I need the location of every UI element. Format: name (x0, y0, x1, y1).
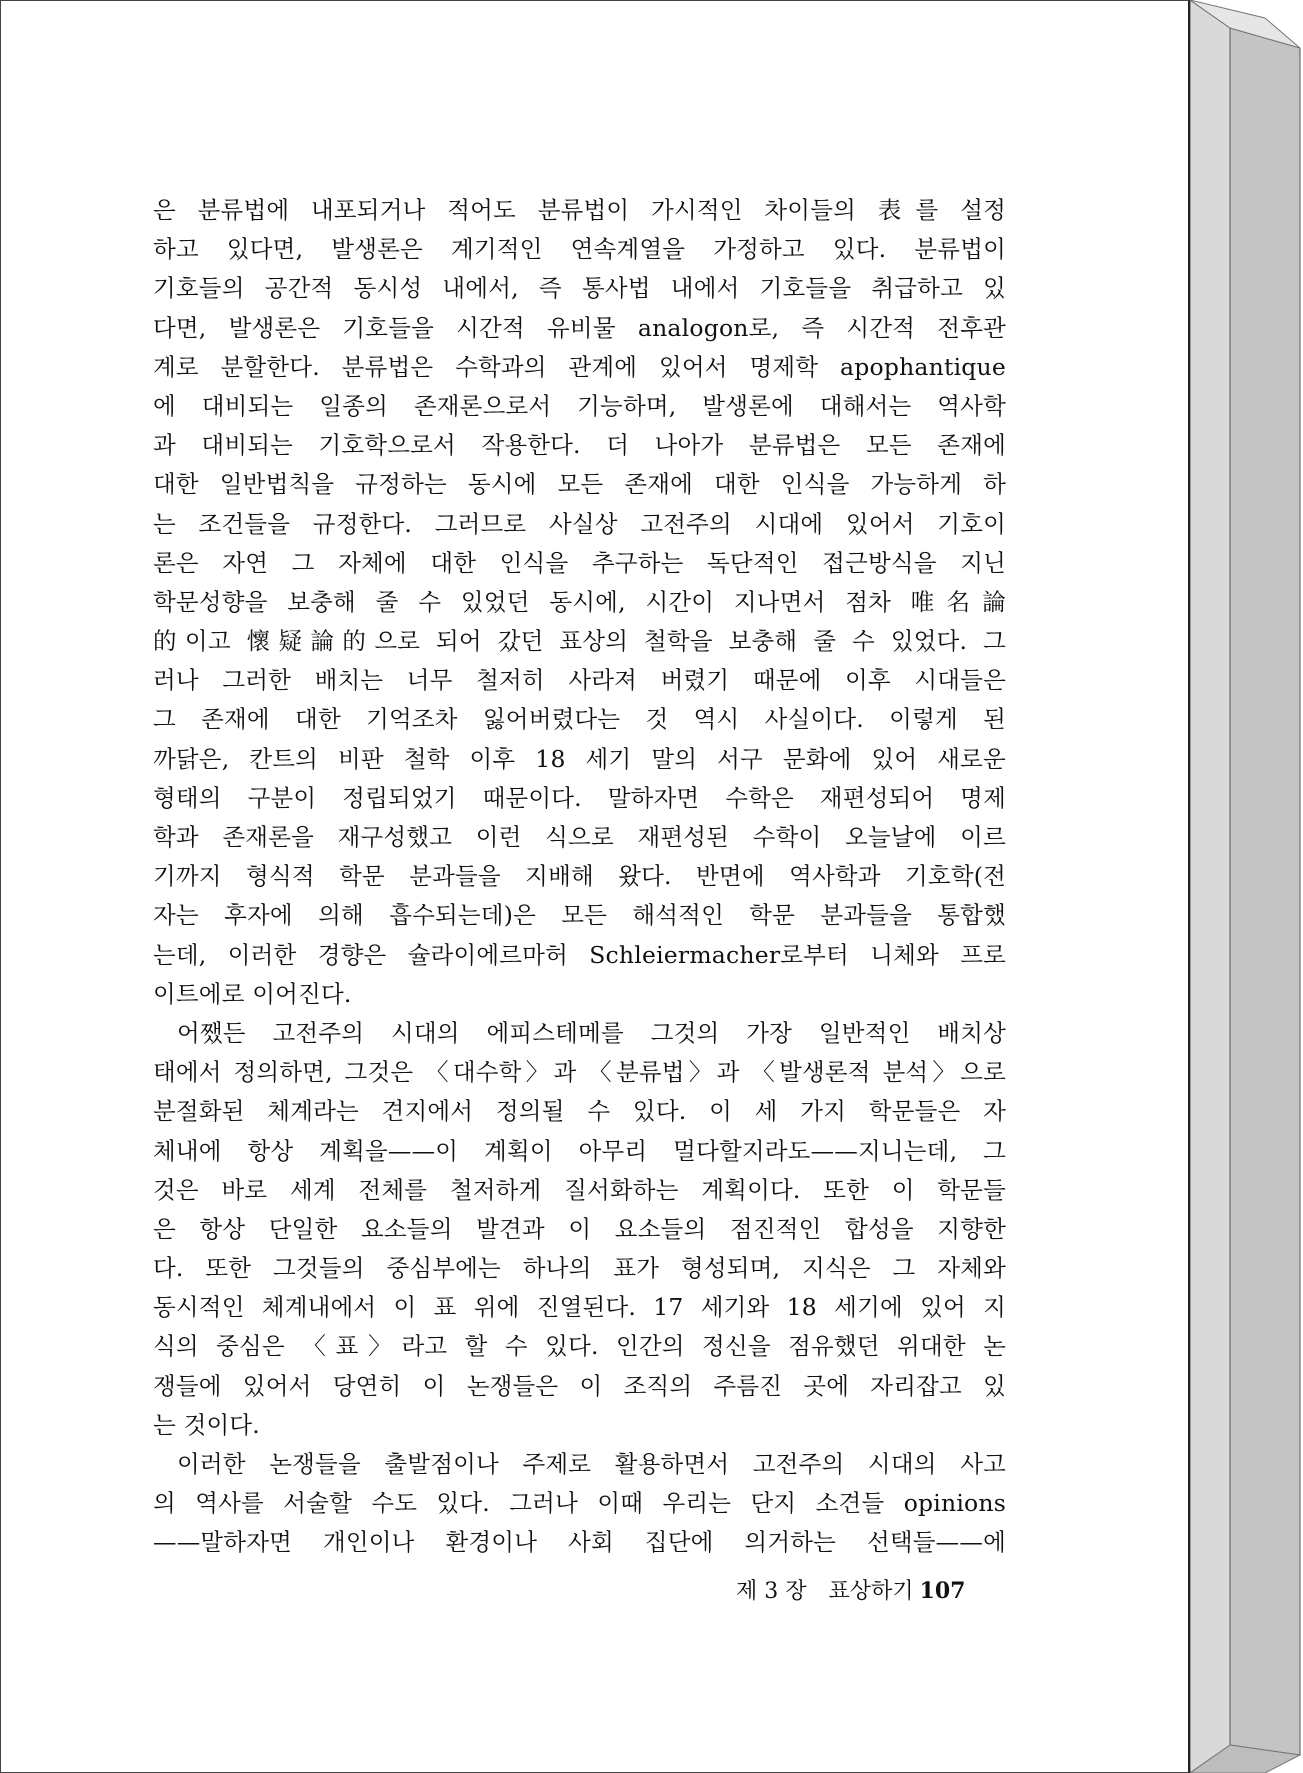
text-line: 러나 그러한 배치는 너무 철저히 사라져 버렸기 때문에 이후 시대들은 (153, 666, 1006, 695)
text-line: ——말하자면 개인이나 환경이나 사회 집단에 의거하는 선택들——에 (153, 1528, 1006, 1557)
text-line: 형태의 구분이 정립되었기 때문이다. 말하자면 수학은 재편성되어 명제 (153, 783, 1006, 812)
page-number: 107 (919, 1578, 966, 1604)
text-line: 는 조건들을 규정한다. 그러므로 사실상 고전주의 시대에 있어서 기호이 (153, 509, 1006, 538)
book-thickness-edge (1190, 0, 1303, 1773)
text-line: 는데, 이러한 경향은 슐라이에르마허 Schleiermacher로부터 니체와 프로 (153, 940, 1006, 969)
text-line: 에 대비되는 일종의 존재론으로서 기능하며, 발생론에 대해서는 역사학 (153, 391, 1006, 420)
text-line: 기호들의 공간적 동시성 내에서, 즉 통사법 내에서 기호들을 취급하고 있 (153, 274, 1006, 303)
text-line: 的이고 懷疑論的으로 되어 갔던 표상의 철학을 보충해 줄 수 있었다. 그 (153, 627, 1006, 656)
footer-chapter: 제 3 장 (736, 1579, 807, 1604)
text-line: 론은 자연 그 자체에 대한 인식을 추구하는 독단적인 접근방식을 지닌 (153, 548, 1006, 577)
text-line: 그 존재에 대한 기억조차 잃어버렸다는 것 역시 사실이다. 이렇게 된 (153, 705, 1006, 734)
book-edge-shape (1190, 0, 1303, 1773)
text-line: 체내에 항상 계획을——이 계획이 아무리 멀다할지라도——지니는데, 그 (153, 1136, 1006, 1165)
text-line: 쟁들에 있어서 당연히 이 논쟁들은 이 조직의 주름진 곳에 자리잡고 있 (153, 1371, 1006, 1400)
text-line: 의 역사를 서술할 수도 있다. 그러나 이때 우리는 단지 소견들 opinions (153, 1489, 1006, 1518)
text-line: 과 대비되는 기호학으로서 작용한다. 더 나아가 분류법은 모든 존재에 (153, 431, 1006, 460)
text-line: 은 분류법에 내포되거나 적어도 분류법이 가시적인 차이들의 表를 설정 (153, 196, 1006, 224)
text-line: 동시적인 체계내에서 이 표 위에 진열된다. 17 세기와 18 세기에 있어 지 (153, 1293, 1006, 1322)
text-line: 태에서 정의하면, 그것은 〈대수학〉과 〈분류법〉과 〈발생론적 분석〉으로 (153, 1058, 1006, 1087)
text-line: 하고 있다면, 발생론은 계기적인 연속계열을 가정하고 있다. 분류법이 (153, 235, 1006, 264)
text-line: 은 항상 단일한 요소들의 발견과 이 요소들의 점진적인 합성을 지향한 (153, 1214, 1006, 1243)
text-line: 이트에로 이어진다. (153, 979, 352, 1008)
text-line: 학과 존재론을 재구성했고 이런 식으로 재편성된 수학이 오늘날에 이르 (153, 823, 1006, 851)
text-line: 자는 후자에 의해 흡수되는데)은 모든 해석적인 학문 분과들을 통합했 (153, 901, 1006, 930)
text-line: 는 것이다. (153, 1410, 260, 1439)
text-line: 식의 중심은 〈표〉라고 할 수 있다. 인간의 정신을 점유했던 위대한 논 (153, 1332, 1006, 1361)
text-line: 학문성향을 보충해 줄 수 있었던 동시에, 시간이 지나면서 점차 唯名論 (153, 587, 1006, 616)
text-line: 것은 바로 세계 전체를 철저하게 질서화하는 계획이다. 또한 이 학문들 (153, 1175, 1006, 1204)
text-line: 대한 일반법칙을 규정하는 동시에 모든 존재에 대한 인식을 가능하게 하 (153, 470, 1006, 499)
text-line: 다면, 발생론은 기호들을 시간적 유비물 analogon로, 즉 시간적 전후관 (153, 313, 1006, 342)
text-line: 기까지 형식적 학문 분과들을 지배해 왔다. 반면에 역사학과 기호학(전 (153, 862, 1006, 891)
text-line: 어쨌든 고전주의 시대의 에피스테메를 그것의 가장 일반적인 배치상 (177, 1018, 1006, 1047)
text-line: 분절화된 체계라는 견지에서 정의될 수 있다. 이 세 가지 학문들은 자 (153, 1097, 1006, 1126)
text-line: 다. 또한 그것들의 중심부에는 하나의 표가 형성되며, 지식은 그 자체와 (153, 1254, 1006, 1283)
body-text (153, 191, 1006, 1563)
text-line: 까닭은, 칸트의 비판 철학 이후 18 세기 말의 서구 문화에 있어 새로운 (153, 744, 1006, 773)
text-line: 계로 분할한다. 분류법은 수학과의 관계에 있어서 명제학 apophantique (153, 352, 1006, 381)
page-footer (736, 1574, 965, 1605)
text-line: 이러한 논쟁들을 출발점이나 주제로 활용하면서 고전주의 시대의 사고 (177, 1450, 1006, 1478)
footer-title: 표상하기 (828, 1579, 914, 1604)
